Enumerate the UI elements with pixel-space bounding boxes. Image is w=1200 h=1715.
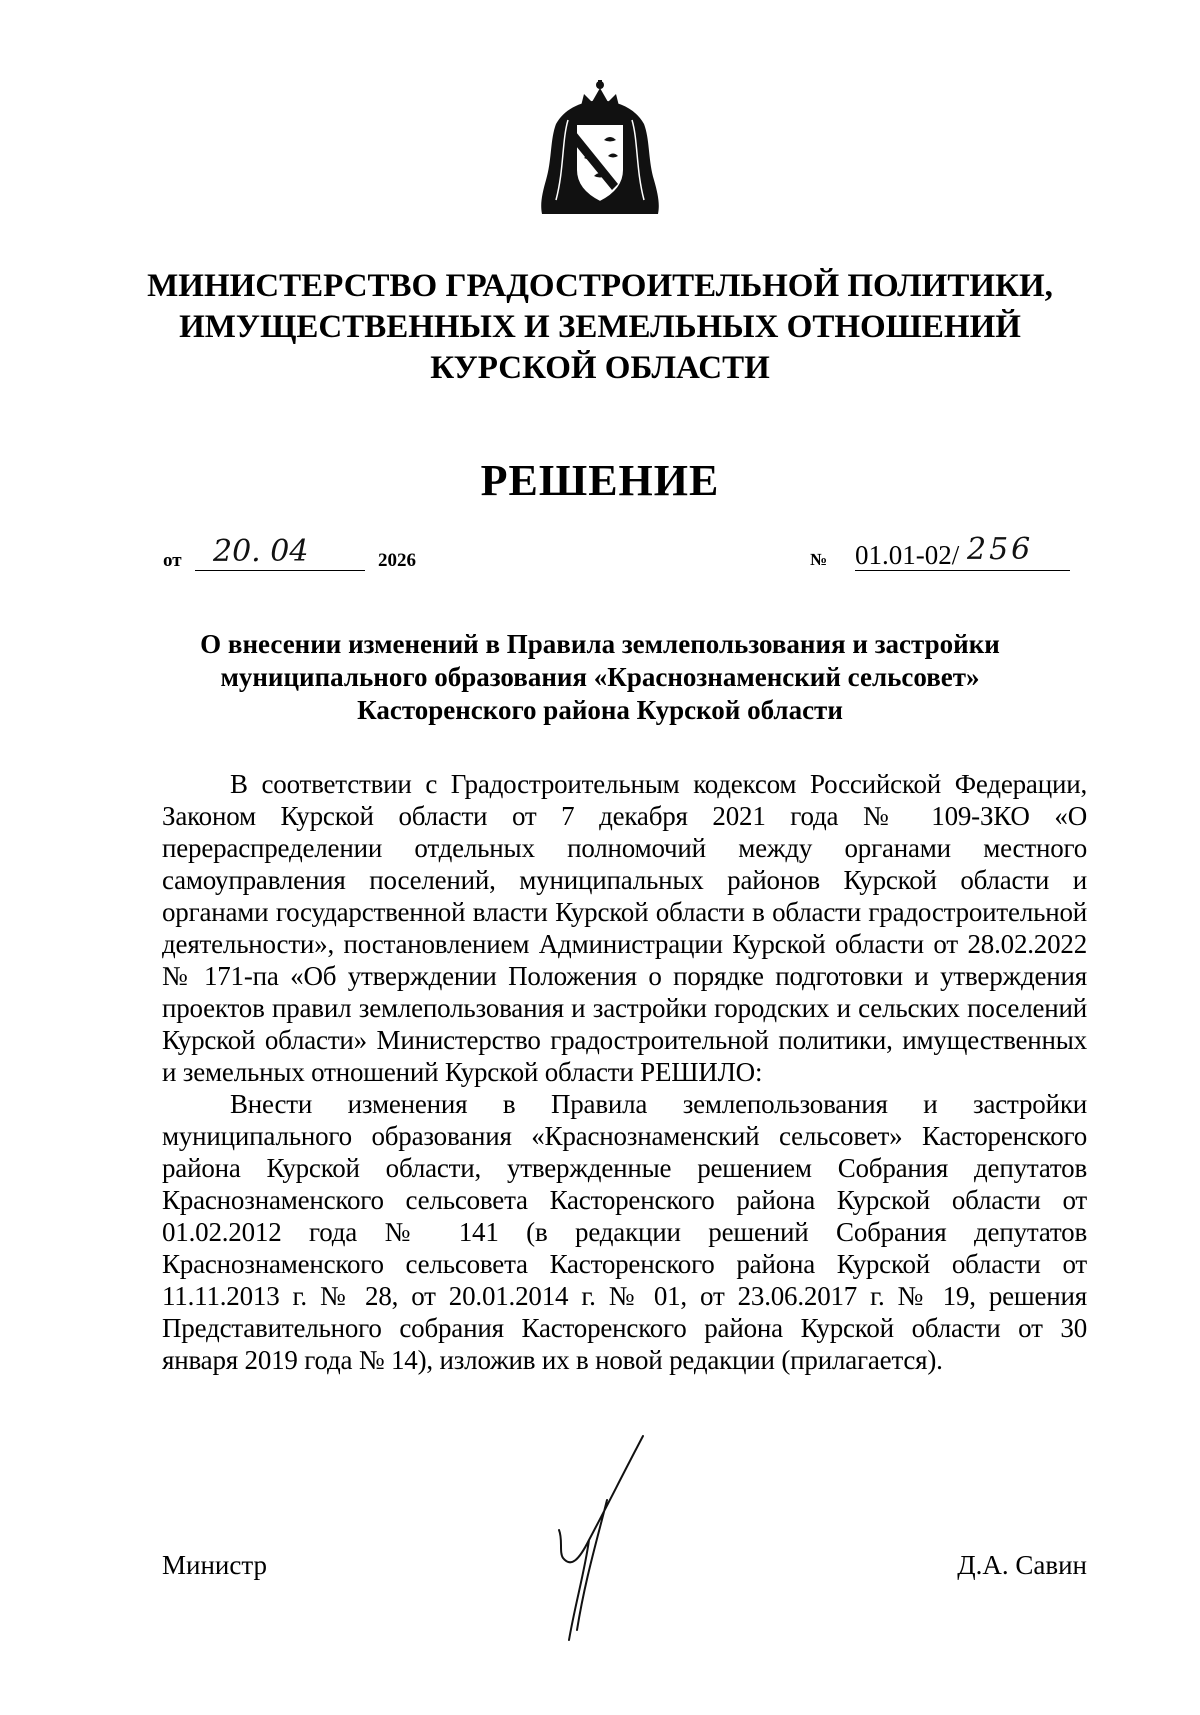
ministry-name: [0, 266, 1200, 389]
date-field: [195, 530, 365, 571]
date-handwritten: 20. 04: [213, 534, 309, 569]
date-prefix: от: [163, 550, 182, 571]
ministry-name-line: ИМУЩЕСТВЕННЫХ И ЗЕМЕЛЬНЫХ ОТНОШЕНИЙ: [179, 309, 1021, 345]
number-printed: 01.01-02/: [855, 540, 960, 570]
coat-of-arms-icon: [538, 80, 662, 220]
signatory-name: Д.А. Савин: [957, 1550, 1087, 1580]
number-field: [855, 530, 1070, 571]
subject-line: О внесении изменений в Правила землепользования и застройки: [200, 629, 1000, 659]
document-type-title: РЕШЕНИЕ: [480, 456, 720, 505]
body-paragraph: В соответствии с Градостроительным кодексом Российской Федерации, Законом Курской области от 7 декабря 2021 года № 109-ЗКО «О перераспределении отдельных полномочий между органами местного самоуправления поселений, муниципальных районов Курской области и органами государственной власти Курской области в области градостроительной деятельности», постановлением Администрации Курской области от 28.02.2022 № 171-па «Об утверждении Положения о порядке подготовки и утверждения проектов правил землепользования и застройки городских и сельских поселений Курской области» Министерство градостроительной политики, имущественных и земельных отношений Курской области РЕШИЛО:: [162, 769, 1087, 1087]
subject-line: муниципального образования «Краснознаменский сельсовет»: [220, 662, 980, 692]
number-sign: №: [810, 550, 828, 569]
body-paragraph: Внести изменения в Правила землепользования и застройки муниципального образования «Краснознаменский сельсовет» Касторенского района Курской области, утвержденные решением Собрания депутатов Краснознаменского сельсовета Касторенского района Курской области от 01.02.2012 года № 141 (в редакции решений Собрания депутатов Краснознаменского сельсовета Касторенского района Курской области от 11.11.2013 г. № 28, от 20.01.2014 г. № 01, от 23.06.2017 г. № 19, решения Представительного собрания Касторенского района Курской области от 30 января 2019 года № 14), изложив их в новой редакции (прилагается).: [162, 1089, 1087, 1375]
subject-line: Касторенского района Курской области: [357, 695, 843, 725]
document-subject: [0, 628, 1200, 727]
date-year: 2026: [378, 550, 416, 571]
document-body: [162, 768, 1087, 1376]
document-number-line: [810, 530, 1070, 570]
handwritten-signature: [545, 1430, 655, 1645]
number-handwritten: 256: [967, 532, 1034, 567]
ministry-name-line: КУРСКОЙ ОБЛАСТИ: [430, 350, 770, 386]
signatory-role: Министр: [162, 1550, 267, 1580]
ministry-name-line: МИНИСТЕРСТВО ГРАДОСТРОИТЕЛЬНОЙ ПОЛИТИКИ,: [147, 268, 1053, 304]
